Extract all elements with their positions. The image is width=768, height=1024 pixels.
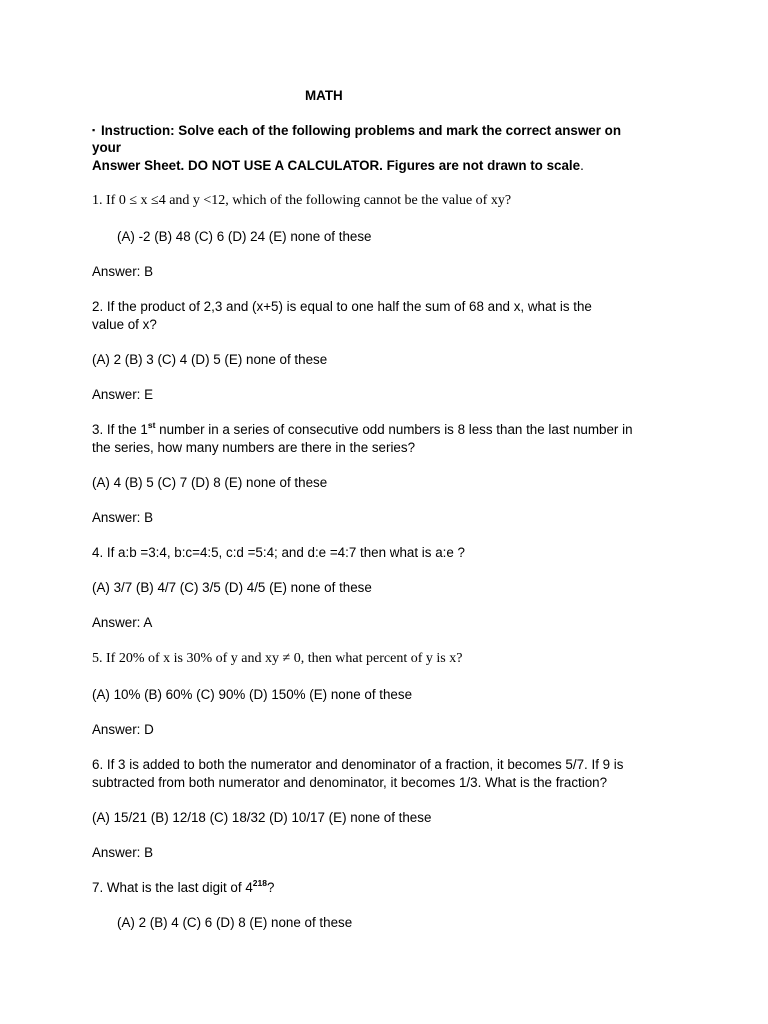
question-5-options: (A) 10% (B) 60% (C) 90% (D) 150% (E) none of these xyxy=(92,687,413,702)
question-3-options: (A) 4 (B) 5 (C) 7 (D) 8 (E) none of these xyxy=(92,475,328,490)
question-7-text-a: 7. What is the last digit of 4 xyxy=(92,880,253,895)
question-3-text-a: 3. If the 1 xyxy=(92,422,148,437)
question-1-text: 1. If 0 ≤ x ≤4 and y <12, which of the following cannot be the value of xy? xyxy=(92,193,512,208)
question-3-text-b: number in a series of consecutive odd numbers is 8 less than the last number in xyxy=(155,422,633,437)
question-5-text: 5. If 20% of x is 30% of y and xy ≠ 0, then what percent of y is x? xyxy=(92,651,463,666)
question-7-options: (A) 2 (B) 4 (C) 6 (D) 8 (E) none of these xyxy=(117,915,353,930)
question-7-text-b: ? xyxy=(266,880,275,895)
ordinal-suffix: st xyxy=(147,420,156,430)
question-7-text xyxy=(92,879,274,896)
instruction-period: . xyxy=(580,158,584,173)
question-1-options: (A) -2 (B) 48 (C) 6 (D) 24 (E) none of these xyxy=(117,229,372,244)
question-3-text-line-1 xyxy=(92,421,633,438)
instruction-line-2: your xyxy=(92,140,122,155)
bullet-icon: ▪ xyxy=(92,125,96,135)
document-title: MATH xyxy=(305,88,343,103)
question-4-text: 4. If a:b =3:4, b:c=4:5, c:d =5:4; and d:e =4:7 then what is a:e ? xyxy=(92,545,465,560)
question-2-answer: Answer: E xyxy=(92,387,154,402)
instruction-text-1: Instruction: Solve each of the following problems and mark the correct answer on xyxy=(100,123,622,138)
question-6-text-line-2: subtracted from both numerator and denominator, it becomes 1/3. What is the fraction? xyxy=(92,775,608,790)
instruction-text-3: Answer Sheet. DO NOT USE A CALCULATOR. Figures are not drawn to scale xyxy=(92,158,581,173)
question-4-options: (A) 3/7 (B) 4/7 (C) 3/5 (D) 4/5 (E) none of these xyxy=(92,580,372,595)
question-5-answer: Answer: D xyxy=(92,722,154,737)
question-4-answer: Answer: A xyxy=(92,615,153,630)
question-3-text-line-2: the series, how many numbers are there in the series? xyxy=(92,440,416,455)
question-6-options: (A) 15/21 (B) 12/18 (C) 18/32 (D) 10/17 (E) none of these xyxy=(92,810,432,825)
question-1-answer: Answer: B xyxy=(92,264,154,279)
instruction-line-1 xyxy=(92,122,621,139)
question-2-text-line-2: value of x? xyxy=(92,317,157,332)
question-6-answer: Answer: B xyxy=(92,845,154,860)
question-3-answer: Answer: B xyxy=(92,510,154,525)
question-2-options: (A) 2 (B) 3 (C) 4 (D) 5 (E) none of these xyxy=(92,352,328,367)
instruction-line-3 xyxy=(92,157,584,174)
question-6-text-line-1: 6. If 3 is added to both the numerator and denominator of a fraction, it becomes 5/7. If 9 is xyxy=(92,757,624,772)
question-2-text-line-1: 2. If the product of 2,3 and (x+5) is equal to one half the sum of 68 and x, what is the xyxy=(92,299,592,314)
exponent: 218 xyxy=(252,878,267,888)
